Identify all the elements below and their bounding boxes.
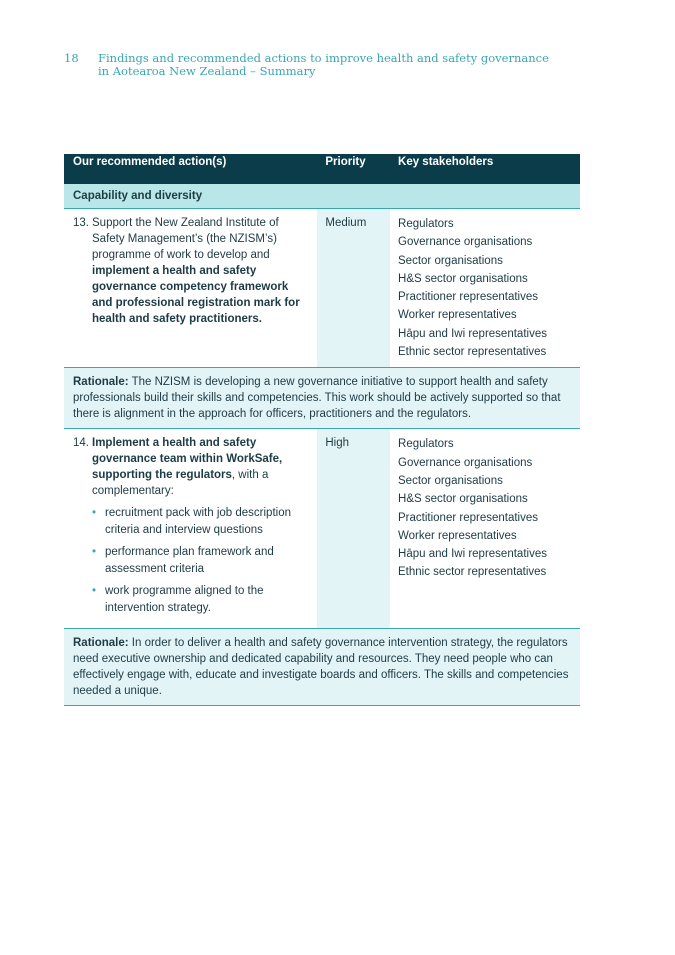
priority-cell: Medium (317, 209, 390, 368)
rationale-label: Rationale: (73, 637, 129, 650)
action-text-bold: implement a health and safety governance competency framework and professional registration mark for health and safety practitioners. (92, 265, 300, 325)
rationale-row (64, 629, 580, 706)
list-item: • recruitment pack with job description criteria and interview questions (92, 505, 309, 539)
action-text (92, 215, 309, 327)
rationale-cell (64, 629, 580, 706)
action-text-bold: Implement a health and safety governance team within WorkSafe, supporting the regulators (92, 437, 283, 482)
stakeholder-item: Ethnic sector representatives (398, 346, 547, 359)
action-text-plain: Support the New Zealand Institute of Safety Management’s (the NZISM’s) programme of work to develop and (92, 217, 279, 261)
action-text (92, 435, 309, 622)
rationale-row (64, 368, 580, 429)
stakeholder-item: Regulators (398, 438, 454, 451)
column-header-action: Our recommended action(s) (64, 154, 317, 184)
stakeholder-item: Regulators (398, 218, 454, 230)
stakeholder-item: Sector organisations (398, 474, 503, 487)
rationale-text: In order to deliver a health and safety governance intervention strategy, the regulators need executive ownership and dedicated capability and resources. They need people who can effectively engage with, educate and investigate boards and officers. The skills and competencies needed a unique. (73, 637, 569, 698)
section-title: Capability and diversity (64, 184, 580, 209)
stakeholders-cell (390, 209, 580, 368)
rationale-cell (64, 368, 580, 429)
stakeholder-item: Practitioner representatives (398, 291, 538, 304)
stakeholder-item: Hāpu and Iwi representatives (398, 548, 547, 561)
action-row (64, 429, 580, 629)
stakeholder-item: Ethnic sector representatives (398, 566, 547, 579)
stakeholder-item: Governance organisations (398, 456, 533, 469)
stakeholder-item: Practitioner representatives (398, 511, 538, 524)
rationale-text: The NZISM is developing a new governance initiative to support health and safety professionals build their skills and competencies. This work should be actively supported so that there is alignment in the approach for officers, practitioners and the regulators. (73, 376, 561, 421)
rationale-label: Rationale: (73, 376, 129, 389)
action-cell (64, 429, 317, 629)
action-number: 14. (73, 437, 89, 450)
list-item: • performance plan framework and assessment criteria (92, 544, 309, 578)
stakeholders-cell (390, 429, 580, 629)
action-cell (64, 209, 317, 368)
column-header-priority: Priority (317, 154, 390, 184)
stakeholder-item: Governance organisations (398, 236, 533, 249)
list-item: • work programme aligned to the intervention strategy. (92, 583, 309, 617)
stakeholder-item: H&S sector organisations (398, 493, 528, 506)
action-bullet-list (92, 505, 309, 617)
column-header-stakeholders: Key stakeholders (390, 154, 580, 184)
priority-cell: High (317, 429, 390, 629)
table-header-row (64, 154, 580, 184)
stakeholder-item: Worker representatives (398, 529, 517, 542)
recommendations-table (64, 154, 580, 706)
stakeholder-item: Worker representatives (398, 309, 517, 322)
page-number: 18 (64, 51, 79, 65)
action-row (64, 209, 580, 368)
stakeholder-item: Sector organisations (398, 254, 503, 267)
stakeholder-item: H&S sector organisations (398, 272, 528, 285)
stakeholder-item: Hāpu and Iwi representatives (398, 327, 547, 340)
action-number: 13. (73, 217, 89, 229)
action-text-plain: , with a complementary: (92, 469, 269, 498)
running-title: Findings and recommended actions to improve health and safety governance in Aotearoa New Zealand – Summary (98, 51, 549, 78)
section-row (64, 184, 580, 209)
